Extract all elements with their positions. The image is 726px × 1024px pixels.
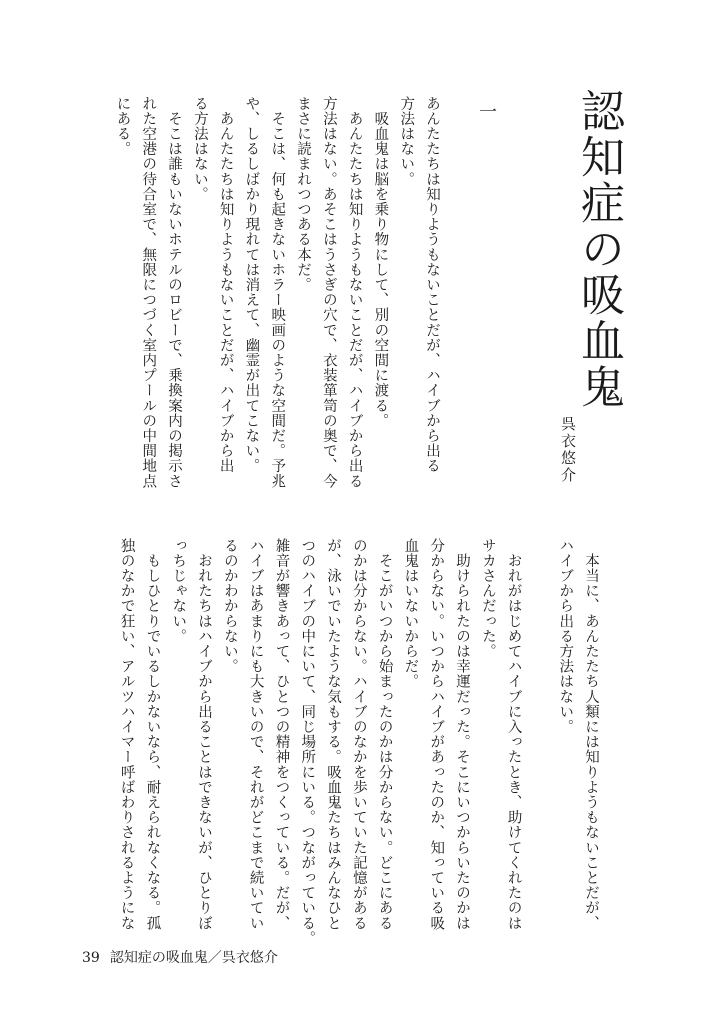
text-line: 独のなかで狂い、アルツハイマー呼ばわりされるようにな bbox=[118, 538, 135, 931]
section-number: 一 bbox=[476, 102, 497, 120]
text-line: が、泳いでいたような気もする。吸血鬼たちはみんなひと bbox=[325, 538, 342, 931]
text-line: あんたたちは知りようもないことだが、ハイブから出 bbox=[217, 96, 234, 474]
text-line: のかは分からない。ハイブのなかを歩いていた記憶がある bbox=[350, 538, 367, 931]
text-line: 雑音が響きあって、ひとつの精神をつくっている。だが、 bbox=[273, 538, 290, 931]
page-footer bbox=[82, 946, 278, 970]
text-line: 分からない。いつからハイブがあったのか、知っている吸 bbox=[428, 538, 445, 931]
text-line: 吸血鬼は脳を乗り物にして、別の空間に渡る。 bbox=[372, 96, 389, 429]
text-line: っちじゃない。 bbox=[170, 538, 187, 644]
text-line: まさに読まれつつある本だ。 bbox=[295, 96, 312, 293]
text-line: るのかわからない。 bbox=[221, 538, 238, 674]
text-line: おれたちはハイブから出ることはできないが、ひとりぼ bbox=[196, 538, 213, 931]
text-line: あんたたちは知りようもないことだが、ハイブから出る bbox=[424, 96, 440, 474]
text-line: 方法はない。 bbox=[398, 96, 415, 187]
body-text-bottom bbox=[103, 538, 603, 946]
body-text-top bbox=[96, 96, 444, 516]
text-line: 助けられたのは幸運だった。そこにいつからいたのかは bbox=[454, 538, 471, 931]
text-line: そこがいつから始まったのかは分からない。どこにある bbox=[376, 538, 393, 931]
text-line: にある。 bbox=[114, 96, 131, 157]
page-number: 39 bbox=[82, 950, 100, 966]
text-line: あんたたちは知りようもないことだが、ハイブから出る bbox=[346, 96, 363, 489]
page-title: 認知症の吸血鬼 bbox=[573, 88, 624, 410]
text-line: もしひとりでいるしかないなら、耐えられなくなる。孤 bbox=[144, 538, 161, 931]
text-line: れた空港の待合室で、無限につづく室内プールの中間地点 bbox=[140, 96, 157, 489]
running-title: 認知症の吸血鬼／呉衣悠介 bbox=[109, 950, 278, 966]
text-line: そこは、何も起きないホラー映画のような空間だ。予兆 bbox=[269, 96, 286, 489]
author-name: 呉衣悠介 bbox=[559, 416, 577, 484]
text-line: 血鬼はいないからだ。 bbox=[402, 538, 419, 689]
text-line: ハイブから出る方法はない。 bbox=[557, 538, 574, 735]
text-line: る方法はない。 bbox=[191, 96, 208, 202]
text-line: つのハイブの中にいて、同じ場所にいる。つながっている。 bbox=[299, 538, 316, 946]
blank-line bbox=[526, 538, 552, 938]
text-line: 方法はない。あそこはうさぎの穴で、衣装箪笥の奥で、今 bbox=[320, 96, 337, 489]
text-line: 本当に、あんたたち人類には知りようもないことだが、 bbox=[583, 538, 599, 931]
text-line: おれがはじめてハイブに入ったとき、助けてくれたのは bbox=[505, 538, 522, 931]
text-line: ハイブはあまりにも大きいので、それがどこまで続いてい bbox=[247, 538, 264, 931]
text-line: そこは誰もいないホテルのロビーで、乗換案内の掲示さ bbox=[166, 96, 183, 489]
text-line: や、しるしばかり現れては消えて、幽霊が出てこない。 bbox=[243, 96, 260, 474]
text-line: サカさんだった。 bbox=[479, 538, 496, 659]
